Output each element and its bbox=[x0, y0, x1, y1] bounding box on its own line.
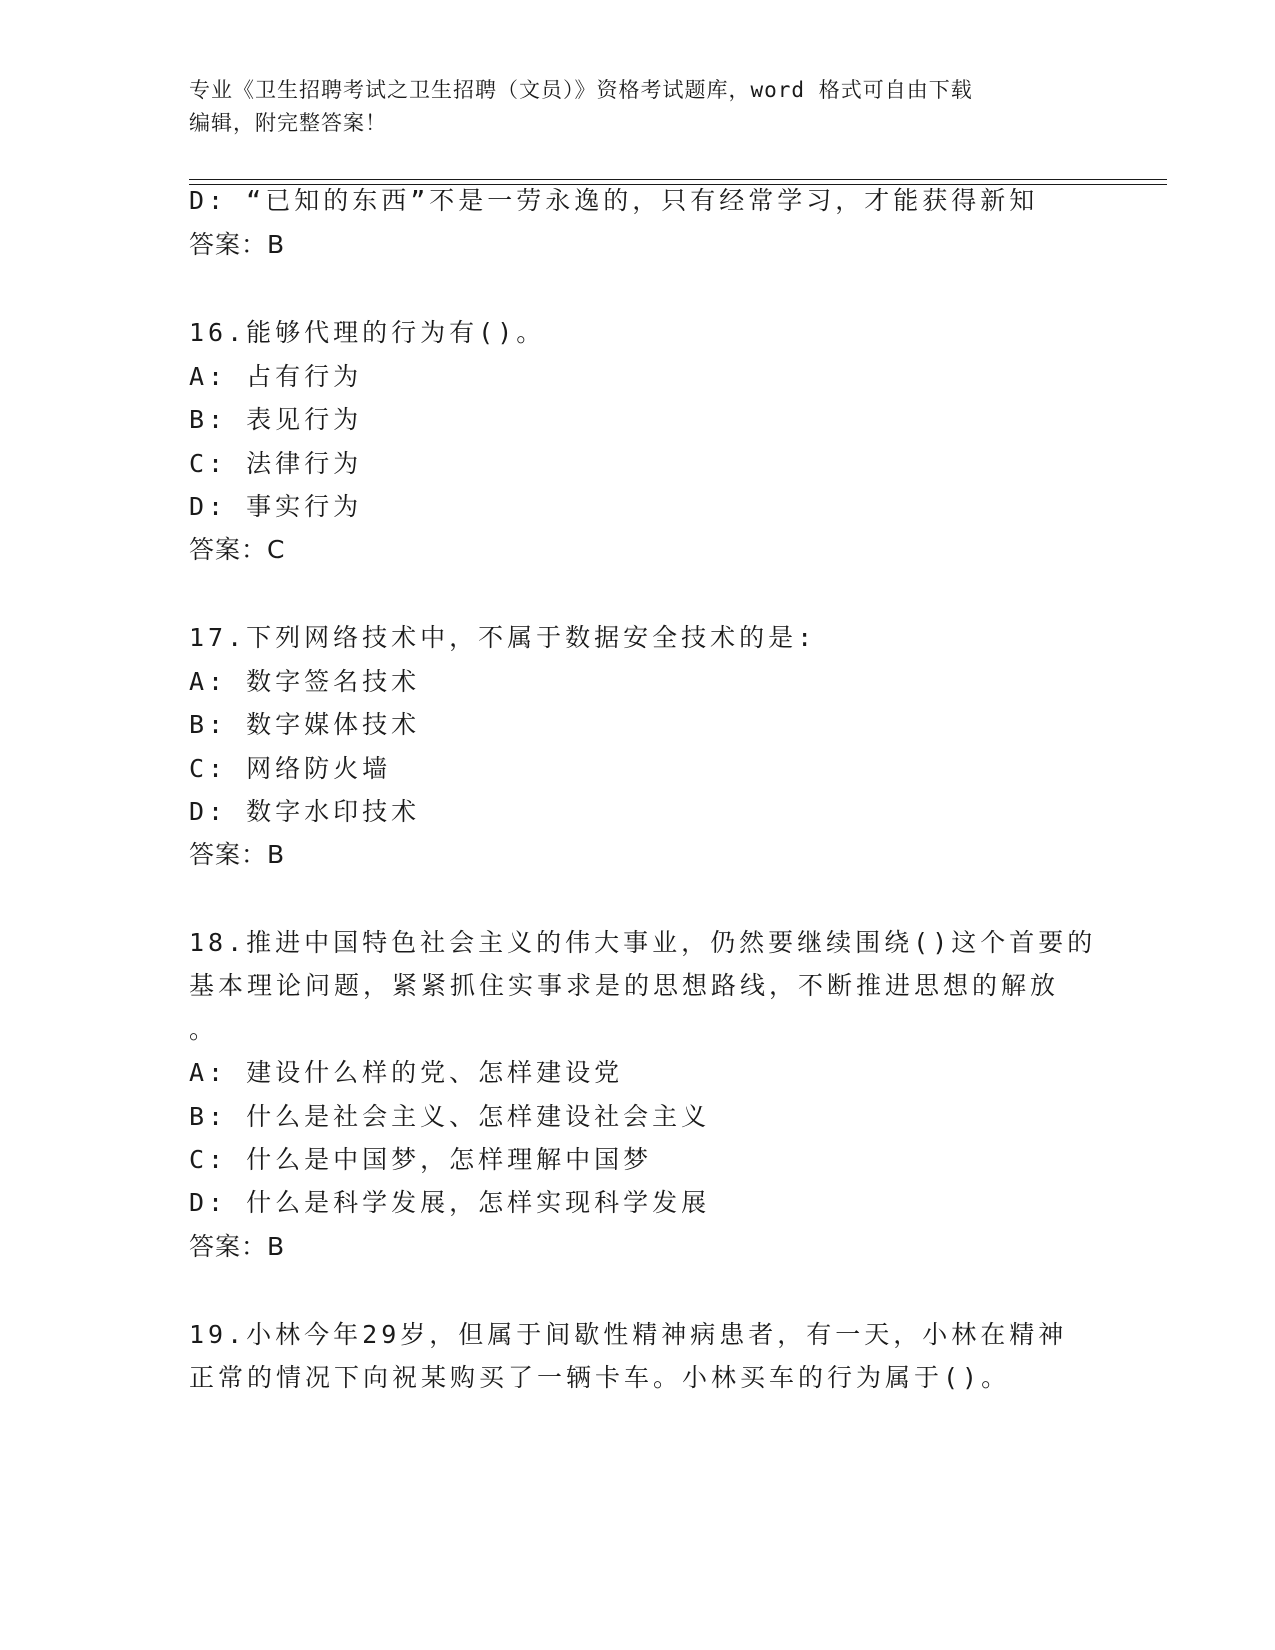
question-17-option-b: B: 数字媒体技术 bbox=[189, 710, 421, 739]
question-16-option-b: B: 表见行为 bbox=[189, 405, 363, 434]
prev-option-d: D: “已知的东西”不是一劳永逸的，只有经常学习，才能获得新知 bbox=[189, 186, 1039, 215]
header-line-1: 专业《卫生招聘考试之卫生招聘（文员）》资格考试题库，word 格式可自由下载 bbox=[189, 78, 973, 102]
question-17-answer: 答案：B bbox=[189, 840, 286, 869]
question-16-option-c: C: 法律行为 bbox=[189, 449, 363, 478]
prev-answer: 答案：B bbox=[189, 230, 286, 259]
header-line-2: 编辑，附完整答案！ bbox=[189, 111, 387, 135]
question-16-option-a: A: 占有行为 bbox=[189, 362, 363, 391]
question-18-answer: 答案：B bbox=[189, 1232, 286, 1261]
question-18-option-a: A: 建设什么样的党、怎样建设党 bbox=[189, 1058, 624, 1087]
question-16-stem: 16.能够代理的行为有()。 bbox=[189, 318, 546, 347]
question-16-option-d: D: 事实行为 bbox=[189, 492, 363, 521]
question-19-stem-line-2: 正常的情况下向祝某购买了一辆卡车。小林买车的行为属于()。 bbox=[189, 1363, 1011, 1392]
question-18-option-c: C: 什么是中国梦，怎样理解中国梦 bbox=[189, 1145, 653, 1174]
page-header bbox=[189, 74, 1089, 140]
question-17-stem: 17.下列网络技术中，不属于数据安全技术的是: bbox=[189, 623, 817, 652]
question-18-option-b: B: 什么是社会主义、怎样建设社会主义 bbox=[189, 1102, 711, 1131]
question-18-stem-line-1: 18.推进中国特色社会主义的伟大事业，仍然要继续围绕()这个首要的 bbox=[189, 928, 1097, 957]
question-18-stem-line-3: 。 bbox=[189, 1015, 219, 1044]
question-17-option-c: C: 网络防火墙 bbox=[189, 754, 392, 783]
question-17-option-d: D: 数字水印技术 bbox=[189, 797, 421, 826]
question-19-stem-line-1: 19.小林今年29岁，但属于间歇性精神病患者，有一天，小林在精神 bbox=[189, 1320, 1068, 1349]
question-18-stem-line-2: 基本理论问题，紧紧抓住实事求是的思想路线，不断推进思想的解放 bbox=[189, 971, 1060, 1000]
question-17-option-a: A: 数字签名技术 bbox=[189, 667, 421, 696]
header-rule-bottom bbox=[189, 184, 1167, 185]
header-rule-top bbox=[189, 179, 1167, 180]
question-16-answer: 答案：C bbox=[189, 535, 286, 564]
question-18-option-d: D: 什么是科学发展，怎样实现科学发展 bbox=[189, 1188, 711, 1217]
